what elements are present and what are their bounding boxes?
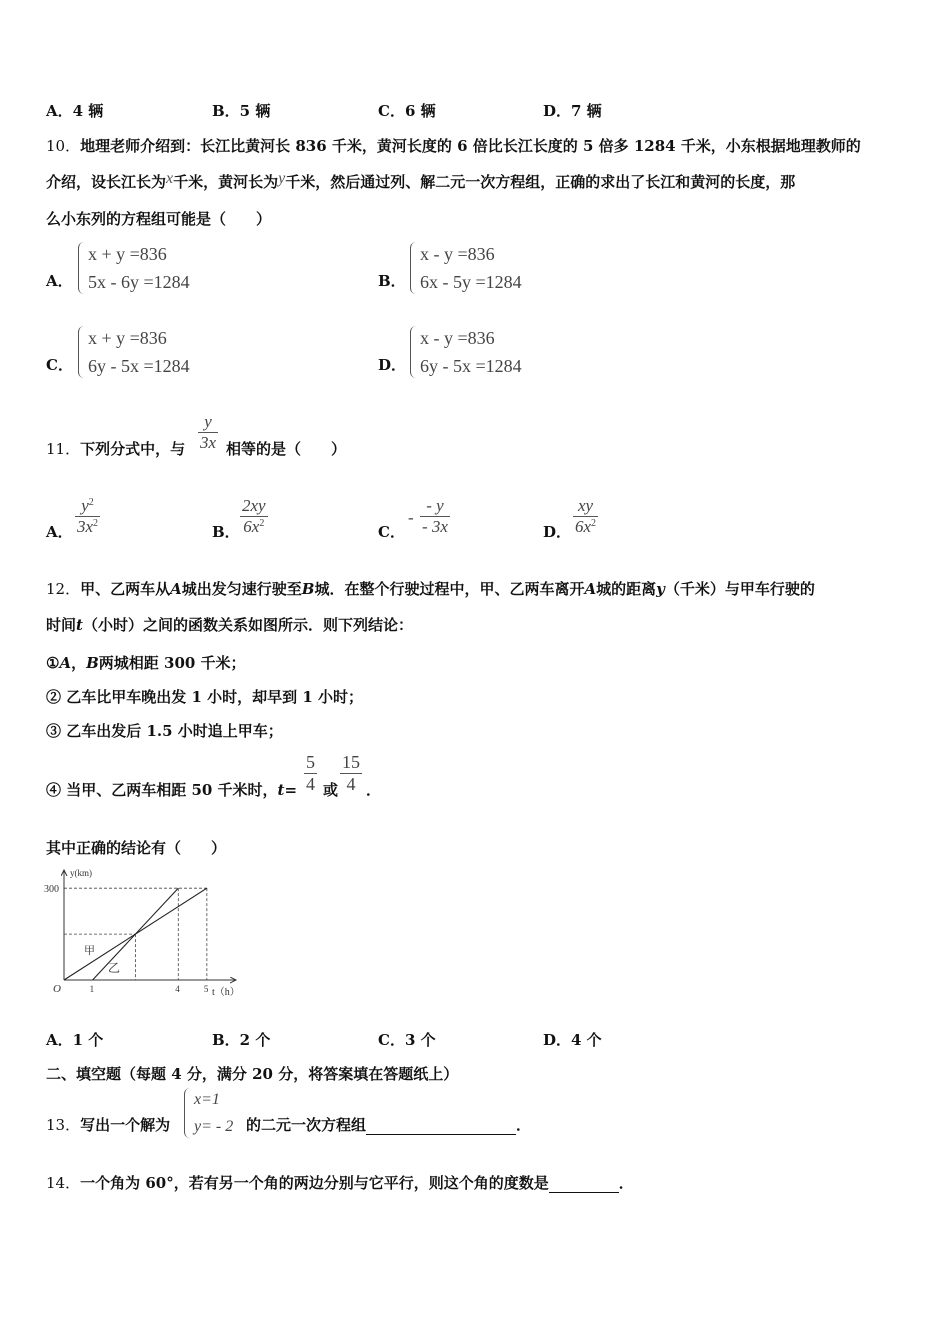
var-x: x [166, 170, 174, 187]
text: 城．在整个行驶过程中，甲、乙两车离开 [314, 580, 585, 598]
q12-option-c: C．3 个 [378, 1031, 436, 1049]
x-axis-label: t（h） [212, 987, 240, 998]
y-axis-label: y(km) [70, 868, 92, 878]
var-t: t= [277, 781, 298, 799]
numerator: 2xy [242, 496, 266, 515]
var-y: y [656, 580, 665, 598]
q11-option-c-fraction [420, 496, 450, 537]
equation: x + y =836 [88, 328, 167, 348]
question-number: 10． [46, 137, 81, 155]
numerator: - y [426, 496, 444, 515]
equation: 6y - 5x =1284 [420, 356, 522, 376]
question-12 [46, 571, 908, 643]
text: （小时）之间的函数关系如图所示．则下列结论： [82, 616, 413, 634]
question-number: 13． [46, 1116, 81, 1134]
exponent: 2 [93, 518, 99, 529]
question-13 [46, 1114, 170, 1135]
equation: x + y =836 [88, 244, 167, 264]
exponent: 2 [259, 518, 265, 529]
question-10 [46, 128, 908, 237]
exponent: 2 [88, 497, 94, 508]
text: 一个角为 60°，若有另一个角的两边分别与它平行，则这个角的度数是 [80, 1174, 549, 1192]
equation: 6y - 5x =1284 [88, 356, 190, 376]
q13-post [246, 1114, 531, 1135]
q12-option-a: A．1 个 [46, 1031, 104, 1049]
q10-option-b-system [410, 240, 522, 296]
denominator: 3x [77, 517, 94, 536]
denominator: 3x [200, 433, 217, 452]
q11-option-b-fraction [240, 496, 268, 537]
q10-option-c-label: C． [46, 356, 73, 374]
q10-line2b: 千米，黄河长为 [173, 173, 279, 191]
q11-option-a-label: A． [46, 523, 73, 541]
q10-line3: 么小东列的方程组可能是（ ） [46, 210, 272, 228]
numerator: y [204, 412, 212, 431]
equation: x - y =836 [420, 328, 495, 348]
q12-ask: 其中正确的结论有（ ） [46, 839, 227, 857]
equation: x=1 [194, 1091, 220, 1108]
var-b: B [301, 580, 315, 598]
question-14 [46, 1172, 634, 1193]
var-a: A [584, 580, 597, 598]
q11-post: 相等的是（ ） [226, 440, 347, 458]
text: ① [46, 654, 60, 672]
var-a: A [170, 580, 182, 598]
x-tick-label: 5 [203, 984, 209, 994]
denominator: 6x [243, 517, 260, 536]
question-number: 14． [46, 1174, 81, 1192]
fraction-5-4 [304, 752, 317, 795]
exponent: 2 [591, 518, 597, 529]
denominator: 4 [306, 774, 315, 794]
q10-option-d-label: D． [378, 356, 407, 374]
text: （千米）与甲车行驶的 [664, 580, 815, 598]
q12-option-b: B．2 个 [212, 1031, 271, 1049]
var-y: y [278, 170, 286, 187]
period: ． [366, 781, 382, 799]
q11-option-b-label: B． [212, 523, 240, 541]
question-11 [46, 438, 185, 459]
denominator: - 3x [422, 517, 448, 536]
series-label-jia: 甲 [84, 945, 95, 957]
q9-option-d: D．7 辆 [543, 102, 602, 120]
period: ． [516, 1116, 532, 1134]
period: ． [618, 1174, 634, 1192]
conclusion-2: ② 乙车比甲车晚出发 1 小时，却早到 1 小时； [46, 688, 363, 706]
text: ， [71, 654, 87, 672]
numerator: xy [577, 496, 594, 515]
x-tick-label: 4 [175, 984, 180, 994]
distance-time-chart [40, 864, 240, 1004]
q12-option-d: D．4 个 [543, 1031, 602, 1049]
q10-line1: 地理老师介绍到：长江比黄河长 836 千米，黄河长度的 6 倍比长江长度的 5 倍多 1284 千米，小东根据地理教师的 [80, 137, 861, 155]
var-a: A [59, 654, 72, 672]
answer-blank[interactable] [366, 1116, 516, 1135]
var-b: B [86, 654, 99, 672]
text: 城出发匀速行驶至 [181, 580, 302, 598]
text: ④ 当甲、乙两车相距 50 千米时， [46, 781, 278, 799]
section-2-heading: 二、填空题（每题 4 分，满分 20 分，将答案填在答题纸上） [46, 1065, 459, 1083]
question-number: 11． [46, 440, 81, 458]
q10-option-a-system [78, 240, 190, 296]
text: 两城相距 300 千米； [98, 654, 246, 672]
question-number: 12． [46, 580, 81, 598]
q10-option-a-label: A． [46, 272, 73, 290]
equation: 5x - 6y =1284 [88, 272, 190, 292]
fraction-15-4 [340, 752, 362, 795]
text: 写出一个解为 [80, 1116, 171, 1134]
var-t: t [76, 616, 83, 634]
x-tick-label: 1 [89, 984, 95, 994]
q10-line2a: 介绍，设长江长为 [46, 173, 167, 191]
q9-option-b: B．5 辆 [212, 102, 271, 120]
q10-option-b-label: B． [378, 272, 406, 290]
conclusion-3: ③ 乙车出发后 1.5 小时追上甲车； [46, 722, 283, 740]
text: 时间 [46, 616, 77, 634]
q11-fraction [198, 412, 218, 453]
numerator: 5 [306, 752, 315, 772]
q9-option-a: A．4 辆 [46, 102, 104, 120]
q11-pre: 下列分式中，与 [80, 440, 186, 458]
series-label-yi: 乙 [108, 961, 121, 975]
text: 甲、乙两车从 [80, 580, 171, 598]
conclusion-4 [46, 779, 297, 800]
equation: 6x - 5y =1284 [420, 272, 522, 292]
text: 城的距离 [596, 580, 657, 598]
q11-option-c-label: C． [378, 523, 405, 541]
origin-label: O [53, 983, 61, 995]
equation: x - y =836 [420, 244, 495, 264]
q10-option-c-system [78, 324, 190, 380]
conclusion-1 [46, 652, 246, 673]
numerator: 15 [342, 752, 360, 772]
q9-option-c: C．6 辆 [378, 102, 436, 120]
y-tick-label: 300 [44, 884, 59, 896]
q13-system [184, 1086, 233, 1140]
answer-blank[interactable] [549, 1174, 619, 1193]
q11-option-a-fraction [75, 496, 100, 537]
q10-option-d-system [410, 324, 522, 380]
numerator: y [81, 496, 89, 515]
text: 的二元一次方程组 [246, 1116, 367, 1134]
or-text: 或 [323, 781, 339, 799]
denominator: 4 [340, 773, 362, 795]
minus-sign: - [408, 508, 414, 527]
q11-option-d-label: D． [543, 523, 572, 541]
q10-line2c: 千米，然后通过列、解二元一次方程组，正确的求出了长江和黄河的长度，那 [285, 173, 796, 191]
denominator: 6x [575, 517, 592, 536]
q11-option-d-fraction [573, 496, 598, 537]
equation: y= - 2 [194, 1118, 234, 1135]
